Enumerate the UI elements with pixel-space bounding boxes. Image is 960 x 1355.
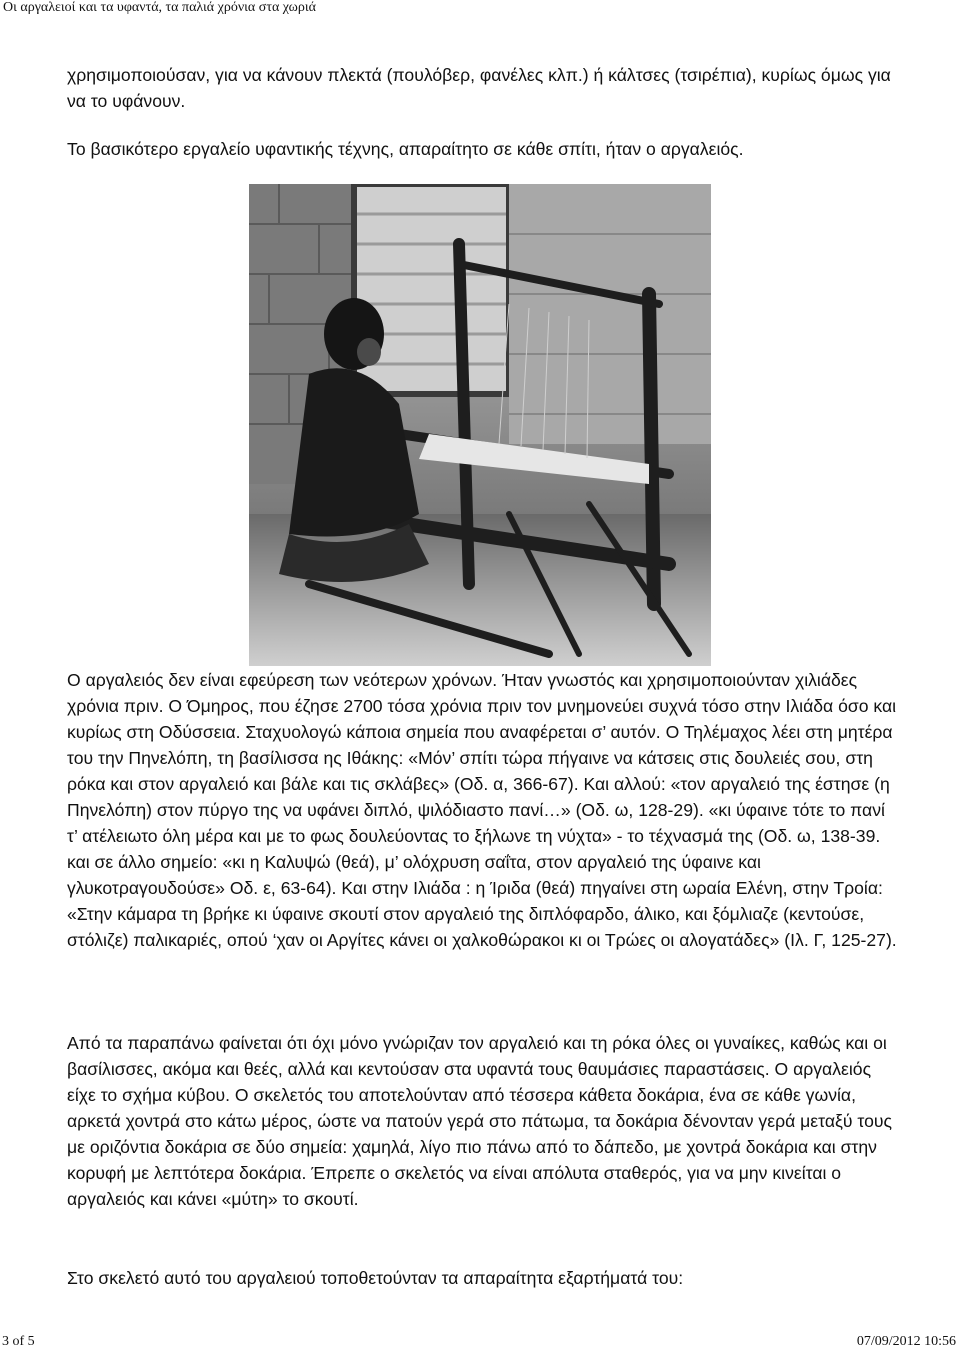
paragraph-loom-parts-intro: Στο σκελετό αυτό του αργαλειού τοποθετούνταν τα απαραίτητα εξαρτήματά του: (67, 1268, 684, 1288)
print-header-title: Οι αργαλειοί και τα υφαντά, τα παλιά χρόνια στα χωριά (3, 0, 316, 15)
page-number: 3 of 5 (2, 1334, 35, 1349)
paragraph-homer-history: Ο αργαλειός δεν είναι εφεύρεση των νεότερων χρόνων. Ήταν γνωστός και χρησιμοποιούνταν χιλιάδες χρόνια πριν. Ο Όμηρος, που έζησε 2700 τόσα χρόνια πριν τον μνημονεύει συχνά τόσο στην Ιλιάδα όσο και κυρίως στη Οδύσσεια. Σταχυολογώ κάποια σημεία που αναφέρεται σ’ αυτόν. Ο Τηλέμαχος λέει στη μητέρα του την Πηνελόπη, τη βασίλισσα ης Ιθάκης: «Μόν’ σπίτι τώρα πήγαινε να κάτσεις στις δουλειές σου, στη ρόκα και στον αργαλειό και βάλε και τις σκλάβες» (Οδ. α, 366-67). Και αλλού: «τον αργαλειό της έστησε (η Πηνελόπη) στον πύργο της να υφάνει διπλό, ψιλόδιαστο πανί…» (Οδ. ω, 128-29). «κι ύφαινε τότε το πανί τ’ ατέλειωτο όλη μέρα και με το φως δουλεύοντας το ξήλωνε τη νύχτα» - το τέχνασμά της (Οδ. ω, 138-39. και σε άλλο σημείο: «κι η Καλυψώ (θεά), μ’ ολόχρυση σαΐτα, στον αργαλειό της ύφαινε και γλυκοτραγουδούσε» Οδ. ε, 63-64). Και στην Ιλιάδα : η Ίριδα (θεά) πηγαίνει στη ωραία Ελένη, στην Τροία: «Στην κάμαρα τη βρήκε κι ύφαινε σκουτί στον αργαλειό της διπλόφαρδο, άλικο, και ξόμλιαζε (κεντούσε, στόλιζε) παλικαριές, οπού ‘χαν οι Αργίτες κάνει οι χαλκοθώρακοι κι οι Τρώες οι αλογατάδες» (Ιλ. Γ, 125-27). (67, 670, 897, 950)
paragraph-loom-tool: Το βασικότερο εργαλείο υφαντικής τέχνης, απαραίτητο σε κάθε σπίτι, ήταν ο αργαλειός. (67, 139, 744, 159)
paragraph-loom-structure: Από τα παραπάνω φαίνεται ότι όχι μόνο γνώριζαν τον αργαλειό και τη ρόκα όλες οι γυναίκες, καθώς και οι βασίλισσες, ακόμα και θεές, αλλά και κεντούσαν στα υφαντά τους θαυμάσιες παραστάσεις. Ο αργαλειός είχε το σχήμα κύβου. Ο σκελετός του αποτελούνταν από τέσσερα κάθετα δοκάρια, ένα σε κάθε γωνία, αρκετά χοντρά στο κάτω μέρος, ώστε να πατούν γερά στο πάτωμα, τα δοκάρια δένονταν γερά μεταξύ τους με οριζόντια δοκάρια σε δύο σημεία: χαμηλά, λίγο πιο πάνω από το δάπεδο, με χοντρά δοκάρια και στην κορυφή με λεπτότερα δοκάρια. Έπρεπε ο σκελετός να είναι απόλυτα σταθερός, για να μην κινείται ο αργαλειός και κάνει «μύτη» το σκουτί. (67, 1033, 892, 1209)
woman-weaving-photo (249, 184, 711, 666)
paragraph-intro: χρησιμοποιούσαν, για να κάνουν πλεκτά (πουλόβερ, φανέλες κλπ.) ή κάλτσες (τσιρέπια), κυρίως όμως για να το υφάνουν. (67, 65, 891, 111)
print-timestamp: 07/09/2012 10:56 (856, 1334, 956, 1349)
